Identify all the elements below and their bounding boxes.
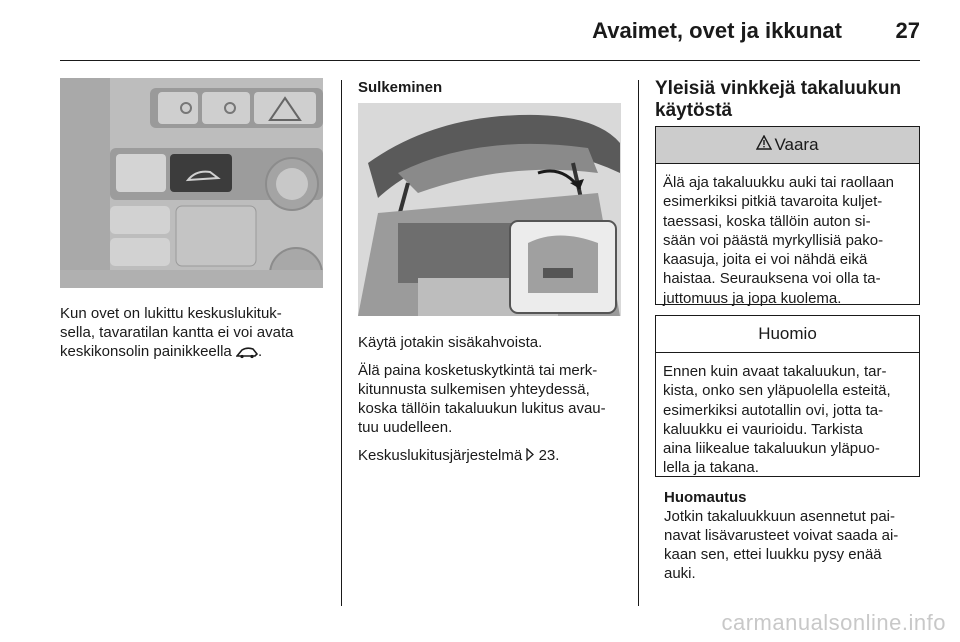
closing-subheading: Sulkeminen [358, 79, 443, 96]
page-number: 27 [895, 18, 920, 43]
paragraph-use-handle: Käytä jotakin sisäkahvoista. [358, 334, 543, 351]
tailgate-closing-photo [358, 103, 621, 316]
reference-text: Keskuslukitusjärjestelmä [358, 447, 523, 464]
caption-end: . [257, 343, 263, 360]
warning-box-header [656, 127, 919, 164]
header-rule [60, 60, 920, 61]
note [664, 488, 924, 583]
watermark: carmanualsonline.info [721, 610, 946, 635]
reference-page: 23. [538, 447, 560, 464]
warning-heading: Vaara [774, 135, 819, 154]
warning-triangle-icon [756, 135, 772, 155]
column-divider-right [638, 80, 639, 606]
note-title: Huomautus [664, 489, 747, 506]
paragraph-do-not-press: Älä paina kosketuskytkintä tai merk- kitunnusta sulkemisen yhteydessä, koska tällöin takaluukun lukitus avau- tuu uudelleen. [358, 362, 606, 436]
closing-instructions [358, 333, 628, 475]
warning-body: Älä aja takaluukku auki tai raollaan esimerkiksi pitkiä tavaroita kuljet- taessasi, koska tällöin auton si- sään voi päästä myrkyllisiä pako- kaasuja, joita ei voi nähdä eikä haistaa. Seurauksena voi olla ta- juttomuus ja jopa kuolema. [663, 174, 894, 307]
chapter-title: Avaimet, ovet ja ikkunat [592, 18, 842, 43]
notice-body: Ennen kuin avaat takaluukun, tar- kista, onko sen yläpuolella esteitä, esimerkiksi autotallin ovi, jotta ta- kaluukku ei vaurioidu. Tarkista aina liikealue takaluukun yläpuo- lella ja takana. [663, 363, 891, 477]
notice-box [655, 315, 920, 477]
section-title: Yleisiä vinkkejä takaluukun käytöstä [655, 78, 902, 121]
caption-line-1: Kun ovet on lukittu keskuslukituk- [60, 305, 282, 322]
console-caption [60, 304, 330, 364]
notice-heading: Huomio [758, 324, 817, 343]
caption-line-2: sella, tavaratilan kantta ei voi avata [60, 324, 294, 341]
tailgate-symbol-icon [236, 345, 258, 364]
column-divider-left [341, 80, 342, 606]
center-console-photo [60, 78, 323, 288]
caption-line-3: keskikonsolin painikkeella [60, 343, 232, 360]
notice-box-header [656, 316, 919, 353]
note-body: Jotkin takaluukkuun asennetut pai- navat lisävarusteet voivat saada ai- kaan sen, ettei luukku pysy enää auki. [664, 508, 899, 582]
page-reference-icon [526, 447, 534, 466]
warning-box [655, 126, 920, 305]
